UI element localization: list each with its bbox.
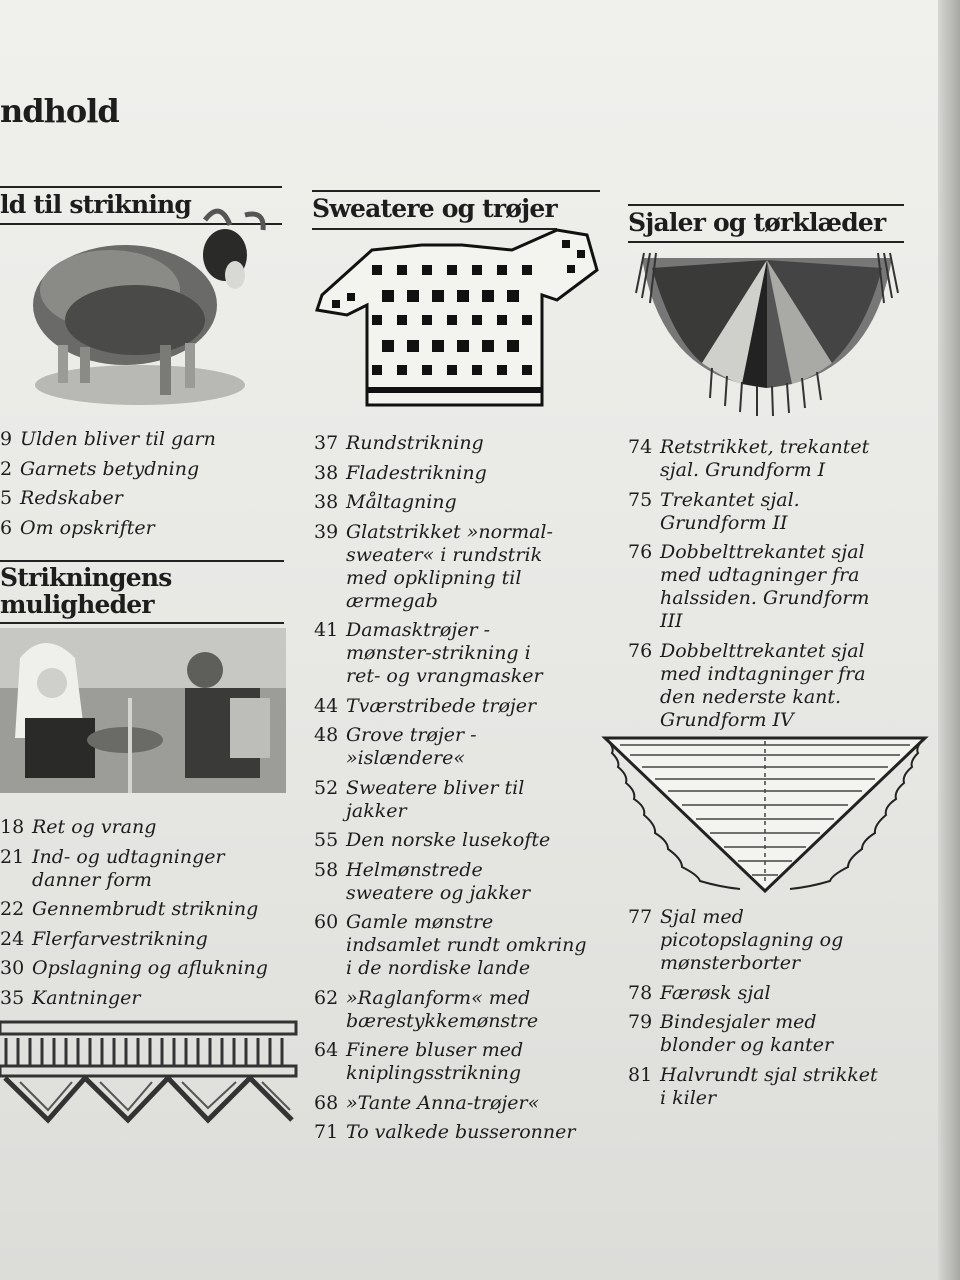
toc-entry[interactable]: 55 Den norske lusekofte xyxy=(314,829,551,851)
semicircle-shawl-illustration xyxy=(632,248,902,418)
page-title: ndhold xyxy=(0,92,119,130)
toc-entry[interactable]: 18 Ret og vrang xyxy=(0,816,157,838)
toc-entry[interactable]: 79 Bindesjaler med blonder og kanter xyxy=(628,1011,834,1056)
toc-entry[interactable]: 58 Helmønstrede sweatere og jakker xyxy=(314,858,531,904)
toc-list-uld xyxy=(0,428,290,546)
toc-entry[interactable]: 64 Finere bluser med kniplingsstrikning xyxy=(314,1039,524,1084)
toc-list-sweatere xyxy=(314,432,589,1151)
toc-entry[interactable]: 9 Ulden bliver til garn xyxy=(0,428,216,450)
toc-entry[interactable]: 74 Retstrikket, trekantet sjal. Grundform I xyxy=(628,436,870,481)
toc-entry[interactable]: 30 Opslagning og aflukning xyxy=(0,957,268,979)
knitters-photo xyxy=(0,628,286,793)
toc-entry[interactable]: 41 Damasktrøjer - mønster-strikning i ret- og vrangmasker xyxy=(314,619,543,687)
sweater-illustration xyxy=(312,215,602,410)
toc-entry[interactable]: 37 Rundstrikning xyxy=(314,432,484,454)
toc-entry[interactable]: 68 »Tante Anna-trøjer« xyxy=(314,1091,540,1114)
toc-entry[interactable]: 77 Sjal med picotopslagning og mønsterborter xyxy=(628,906,844,974)
toc-entry[interactable]: 6 Om opskrifter xyxy=(0,516,155,539)
toc-entry[interactable]: 39 Glatstrikket »normal-sweater« i rundstrik med opklipning til ærmegab xyxy=(314,520,553,612)
toc-entry[interactable]: 38 Måltagning xyxy=(314,491,457,513)
toc-list-sjaler-a xyxy=(628,436,898,738)
toc-entry[interactable]: 44 Tværstribede trøjer xyxy=(314,694,537,717)
section-heading-strikningens: Strikningens muligheder xyxy=(0,560,284,624)
toc-entry[interactable]: 22 Gennembrudt strikning xyxy=(0,898,259,920)
lace-edging-illustration xyxy=(0,1020,300,1125)
toc-entry[interactable]: 5 Redskaber xyxy=(0,487,123,509)
toc-entry[interactable]: 52 Sweatere bliver til jakker xyxy=(314,776,525,822)
toc-entry[interactable]: 75 Trekantet sjal. Grundform II xyxy=(628,488,800,534)
section-heading-sweatere: Sweatere og trøjer xyxy=(312,190,600,227)
toc-entry[interactable]: 2 Garnets betydning xyxy=(0,457,200,480)
section-heading-uld: ld til strikning xyxy=(0,186,282,225)
toc-entry[interactable]: 76 Dobbelttrekantet sjal med udtagninger fra halssiden. Grundform III xyxy=(628,541,870,632)
toc-entry[interactable]: 24 Flerfarvestrikning xyxy=(0,927,208,950)
sheep-photo xyxy=(20,195,280,410)
toc-list-strikningens xyxy=(0,816,292,1016)
toc-entry[interactable]: 21 Ind- og udtagninger danner form xyxy=(0,845,225,891)
toc-entry[interactable]: 76 Dobbelttrekantet sjal med indtagninger fra den nederste kant. Grundform IV xyxy=(628,639,866,731)
toc-entry[interactable]: 71 To valkede busseronner xyxy=(314,1121,576,1143)
toc-entry[interactable]: 48 Grove trøjer - »islændere« xyxy=(314,724,477,769)
section-heading-sjaler: Sjaler og tørklæder xyxy=(628,204,904,243)
toc-entry[interactable]: 81 Halvrundt sjal strikket i kiler xyxy=(628,1063,878,1109)
page-edge xyxy=(938,0,960,1280)
triangle-shawl-illustration xyxy=(600,733,930,898)
toc-entry[interactable]: 62 »Raglanform« med bærestykkemønstre xyxy=(314,986,539,1032)
toc-list-sjaler-b xyxy=(628,906,898,1116)
toc-entry[interactable]: 78 Færøsk sjal xyxy=(628,981,771,1004)
toc-entry[interactable]: 60 Gamle mønstre indsamlet rundt omkring i de nordiske lande xyxy=(314,911,587,979)
toc-entry[interactable]: 38 Fladestrikning xyxy=(314,461,487,484)
toc-entry[interactable]: 35 Kantninger xyxy=(0,986,141,1009)
